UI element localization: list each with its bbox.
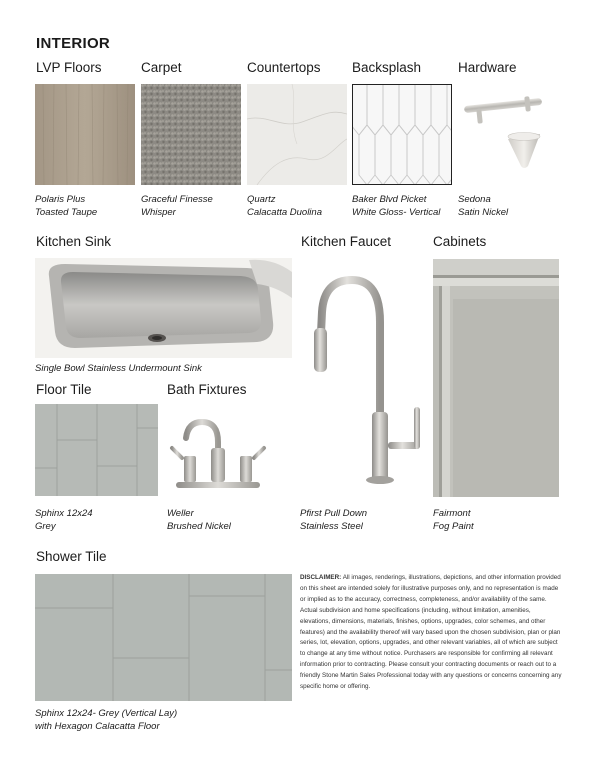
backsplash-swatch <box>352 84 452 185</box>
shower-tile-caption <box>35 707 177 733</box>
kitchen-sink-heading: Kitchen Sink <box>36 234 112 249</box>
carpet-swatch <box>141 84 241 185</box>
bath-fixtures-image <box>168 408 268 498</box>
shower-tile-floor: with Hexagon Calacatta Floor <box>35 721 160 732</box>
kitchen-faucet-caption <box>300 507 367 533</box>
countertops-caption <box>247 193 322 219</box>
disclaimer-body: All images, renderings, illustrations, depictions, and other information provided on this sheet are intended solely for illustrative purposes only, and no representation is made or implied as to the accuracy, correctness, completeness, and/or availability of the same. Actual subdivision and home specifications (including, without limitation, amenities, elevations, dimensions, materials, finishes, options, upgrades, color schemes, and other features) and the availability thereof will vary based upon the chosen subdivision, plan or plan series, lot, elevation, options, upgrades, and other relevant variables, all of which are subject to change at any time without notice. Purchasers are responsible for confirming all relevant information prior to contracting. Please consult your contracting documents or reach out to a friendly Stone Martin Sales Professional today with any questions or concerns concerning any specific home or offering. <box>300 574 562 691</box>
cabinets-paint: Fog Paint <box>433 521 474 532</box>
bath-fixtures-caption <box>167 507 231 533</box>
cabinets-heading: Cabinets <box>433 234 487 249</box>
backsplash-product: Baker Blvd Picket <box>352 194 427 205</box>
disclaimer-text <box>300 573 562 693</box>
kitchen-sink-caption: Single Bowl Stainless Undermount Sink <box>35 363 202 374</box>
carpet-heading: Carpet <box>141 60 182 75</box>
backsplash-heading: Backsplash <box>352 60 422 75</box>
shower-tile-swatch <box>35 574 292 701</box>
lvp-floors-heading: LVP Floors <box>36 60 102 75</box>
hardware-product: Sedona <box>458 194 491 205</box>
page-title: INTERIOR <box>36 35 111 52</box>
countertops-product: Quartz <box>247 194 276 205</box>
lvp-floor-swatch <box>35 84 135 185</box>
countertops-heading: Countertops <box>247 60 321 75</box>
kitchen-sink-image <box>35 258 292 358</box>
floor-tile-color: Grey <box>35 521 56 532</box>
hardware-color: Satin Nickel <box>458 207 509 218</box>
carpet-caption <box>141 193 213 219</box>
lvp-floors-caption <box>35 193 97 219</box>
hardware-heading: Hardware <box>458 60 517 75</box>
disclaimer-heading: DISCLAIMER: <box>300 574 342 581</box>
bath-fixtures-heading: Bath Fixtures <box>167 382 247 397</box>
kitchen-faucet-image <box>300 262 430 494</box>
shower-tile-heading: Shower Tile <box>36 549 107 564</box>
hardware-swatch <box>458 84 558 185</box>
cabinets-caption <box>433 507 474 533</box>
floor-tile-product: Sphinx 12x24 <box>35 508 93 519</box>
bath-fixtures-finish: Brushed Nickel <box>167 521 231 532</box>
floor-tile-swatch <box>35 404 158 496</box>
floor-tile-caption <box>35 507 93 533</box>
countertop-swatch <box>247 84 347 185</box>
hardware-caption <box>458 193 508 219</box>
kitchen-faucet-heading: Kitchen Faucet <box>301 234 392 249</box>
floor-tile-heading: Floor Tile <box>36 382 92 397</box>
carpet-color: Whisper <box>141 207 176 218</box>
lvp-floors-product: Polaris Plus <box>35 194 86 205</box>
cabinets-swatch <box>433 259 559 497</box>
kitchen-faucet-finish: Stainless Steel <box>300 521 363 532</box>
kitchen-faucet-product: Pfirst Pull Down <box>300 508 368 519</box>
bath-fixtures-product: Weller <box>167 508 194 519</box>
lvp-floors-color: Toasted Taupe <box>35 207 98 218</box>
shower-tile-product: Sphinx 12x24- Grey (Vertical Lay) <box>35 708 178 719</box>
carpet-product: Graceful Finesse <box>141 194 213 205</box>
countertops-color: Calacatta Duolina <box>247 207 322 218</box>
backsplash-caption <box>352 193 440 219</box>
backsplash-color: White Gloss- Vertical <box>352 207 441 218</box>
cabinets-style: Fairmont <box>433 508 471 519</box>
